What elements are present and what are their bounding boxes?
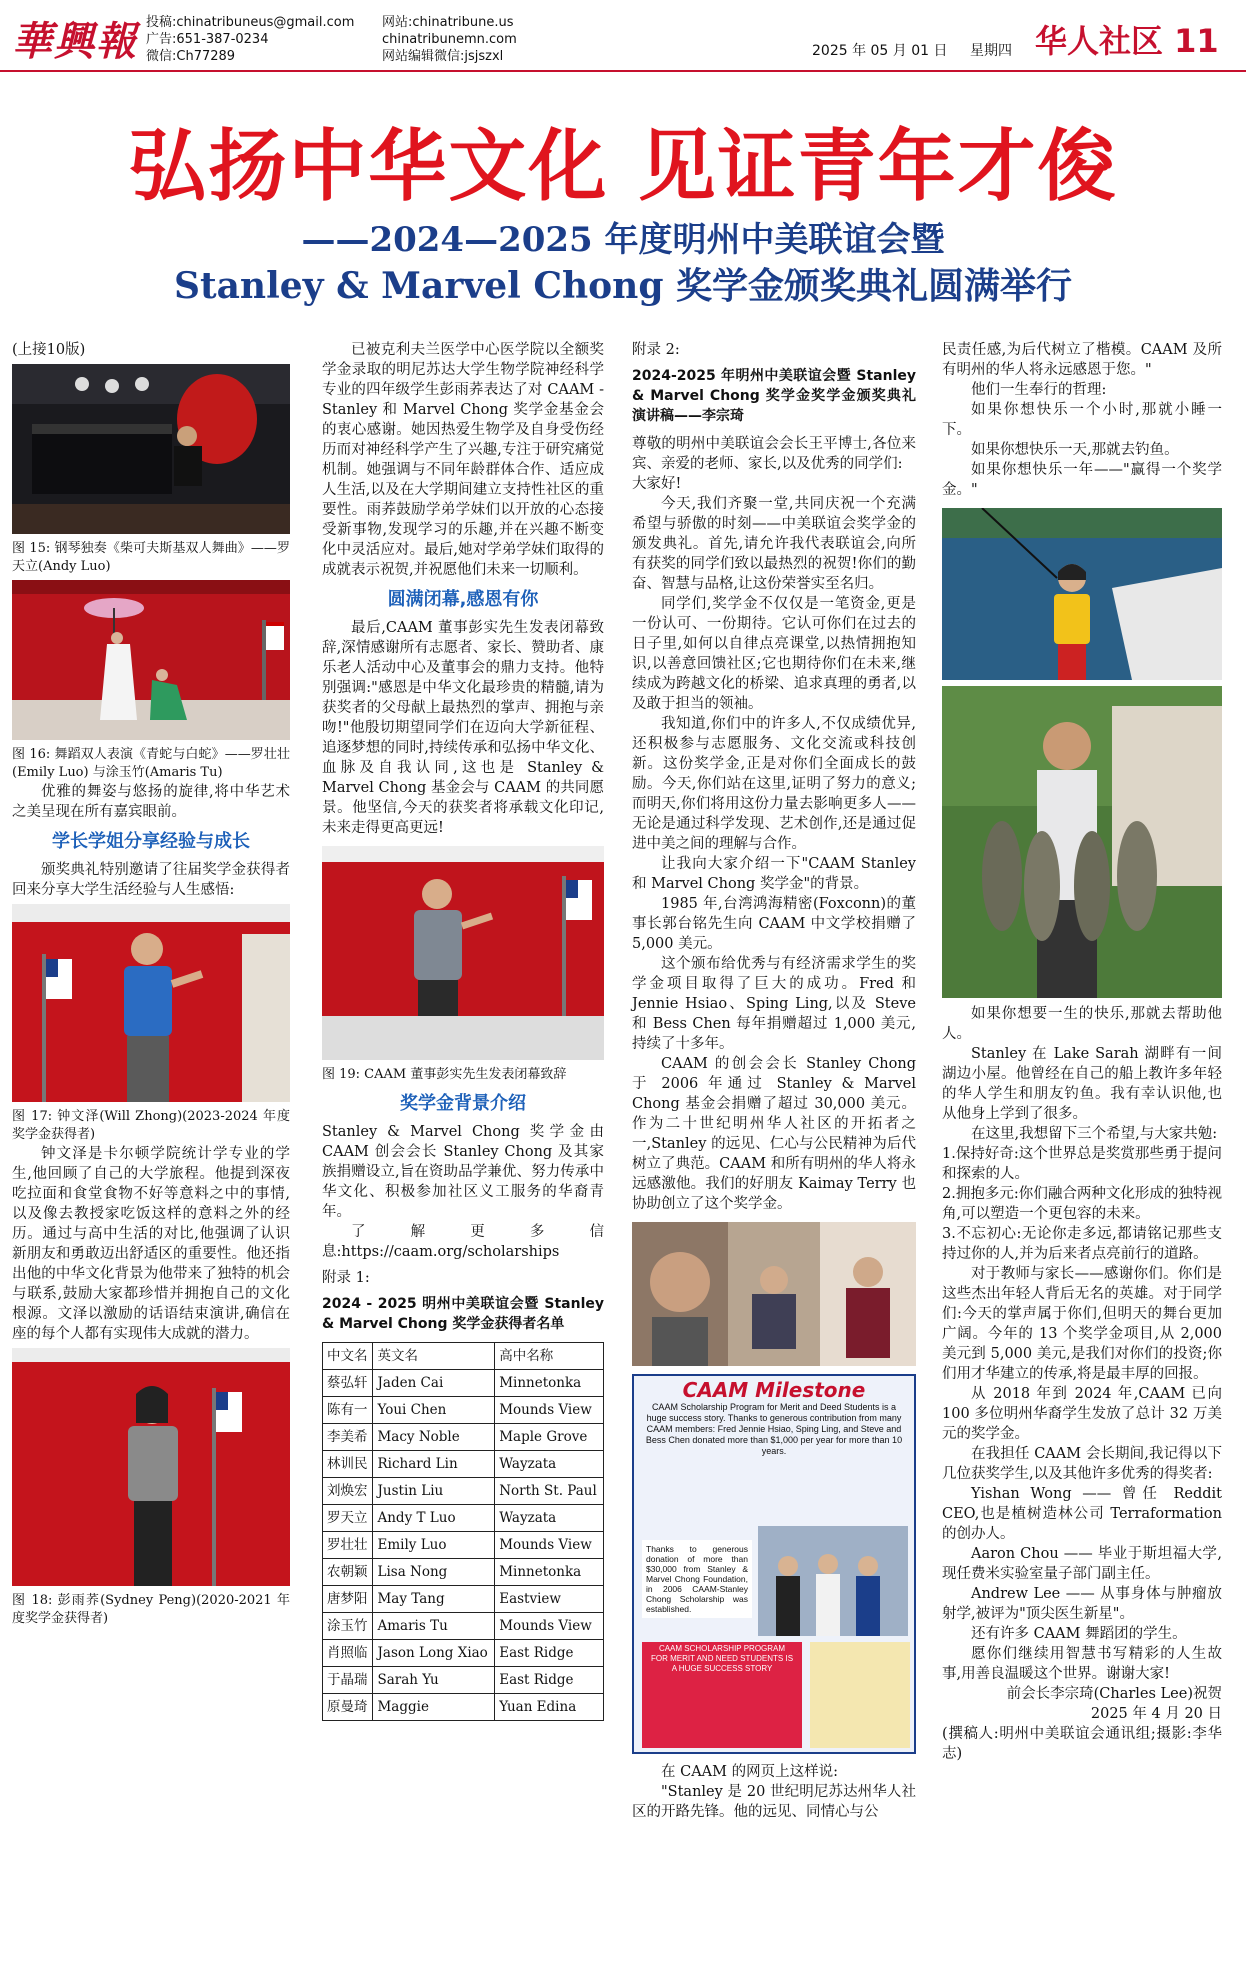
table-cell: Minnetonka xyxy=(495,1370,604,1397)
table-cell: Mounds View xyxy=(495,1532,604,1559)
section-title: 华人社区 11 xyxy=(1035,22,1219,60)
column-3 xyxy=(632,340,916,1822)
paragraph: Yishan Wong —— 曾任 Reddit CEO,也是植树造林公司 Terraformation 的创办人。 xyxy=(942,1486,1222,1542)
table-row xyxy=(323,1613,604,1640)
annex-1-title: 2024 - 2025 明州中美联谊会暨 Stanley & Marvel Chong 奖学金获得者名单 xyxy=(322,1296,604,1332)
paragraph: 还有许多 CAAM 舞蹈团的学生。 xyxy=(971,1626,1187,1642)
paragraph: 从 2018 年到 2024 年,CAAM 已向 100 多位明州华裔学生发放了总计 32 万美元的奖学金。 xyxy=(942,1386,1222,1442)
paragraph: CAAM 的创会会长 Stanley Chong 于 2006 年通过 Stanley & Marvel Chong 基金会捐赠了超过 30,000 美元。作为二十世纪明州华人社区的开拓者之一,Stanley 的远见、仁心与公民精神为后代树立了典范。CAAM 和所有明州的华人将永远感激他。我们的好朋友 Kaimay Terry 也协助创立了这个奖学金。 xyxy=(632,1056,916,1212)
more-info-link[interactable]: 了解更多信息:https://caam.org/scholarships xyxy=(322,1224,604,1260)
table-row xyxy=(323,1640,604,1667)
paragraph: 在 CAAM 的网页上这样说: xyxy=(661,1764,838,1780)
caption-fig15: 图 15: 钢琴独奏《柴可夫斯基双人舞曲》——罗天立(Andy Luo) xyxy=(12,541,290,574)
photo-peng-shi-speech xyxy=(322,846,604,1060)
caption-fig16: 图 16: 舞蹈双人表演《青蛇与白蛇》——罗壮壮(Emily Luo) 与涂玉竹(Amaris Tu) xyxy=(12,747,290,780)
photo-girl-fishing xyxy=(942,508,1222,680)
table-cell: Mounds View xyxy=(495,1613,604,1640)
table-cell: Jaden Cai xyxy=(373,1370,495,1397)
paragraph: Aaron Chou —— 毕业于斯坦福大学,现任费米实验室量子部门副主任。 xyxy=(942,1546,1222,1582)
table-cell: 唐梦阳 xyxy=(323,1586,373,1613)
table-cell: 于晶瑞 xyxy=(323,1667,373,1694)
section-heading-closing: 圆满闭幕,感恩有你 xyxy=(387,589,539,610)
table-cell: 陈有一 xyxy=(323,1397,373,1424)
column-4 xyxy=(942,340,1222,1764)
table-cell: Justin Liu xyxy=(373,1478,495,1505)
table-row xyxy=(323,1478,604,1505)
table-cell: Minnetonka xyxy=(495,1559,604,1586)
paragraph: 让我向大家介绍一下"CAAM Stanley 和 Marvel Chong 奖学金"的背景。 xyxy=(632,856,916,892)
milestone-text: CAAM Scholarship Program for Merit and Deed Students is a huge success story. Thanks to generous contribution from many CAAM members: Fred Jennie Hsiao, Sping Ling, and Steve and Bess Chen donated more than $1,000 per year for more than 10 years. xyxy=(645,1402,903,1456)
weekday: 星期四 xyxy=(970,43,1012,59)
subhead-1: ——2024—2025 年度明州中美联谊会暨 xyxy=(301,220,945,260)
table-cell: 林训民 xyxy=(323,1451,373,1478)
continued-note: (上接10版) xyxy=(12,342,86,358)
table-cell: 农朝颖 xyxy=(323,1559,373,1586)
paragraph: 大家好! xyxy=(632,476,682,492)
header-cell: 高中名称 xyxy=(495,1343,604,1370)
table-cell: Mounds View xyxy=(495,1397,604,1424)
photo-sydney-peng xyxy=(12,1348,290,1586)
table-cell: 涂玉竹 xyxy=(323,1613,373,1640)
paragraph: Stanley 在 Lake Sarah 湖畔有一间湖边小屋。他曾经在自己的船上教许多年轻的华人学生和朋友钓鱼。我有幸认识他,也从他身上学到了很多。 xyxy=(942,1046,1222,1122)
table-row xyxy=(323,1667,604,1694)
subhead-2: Stanley & Marvel Chong 奖学金颁奖典礼圆满举行 xyxy=(173,265,1073,307)
header-cell: 中文名 xyxy=(323,1343,373,1370)
paragraph: 优雅的舞姿与悠扬的旋律,将中华艺术之美呈现在所有嘉宾眼前。 xyxy=(12,784,290,820)
photo-will-zhong xyxy=(12,904,290,1102)
website-2: chinatribunemn.com xyxy=(382,32,517,47)
paragraph: 我知道,你们中的许多人,不仅成绩优异,还积极参与志愿服务、文化交流或科技创新。这份奖学金,正是对你们全面成长的鼓励。今天,你们站在这里,证明了努力的意义;而明天,你们将用这份力量去影响更多人——无论是通过科学发现、艺术创作,还是通过促进中美之间的理解与合作。 xyxy=(632,716,916,852)
table-cell: Eastview xyxy=(495,1586,604,1613)
paragraph: 这个颁布给优秀与有经济需求学生的奖学金项目取得了巨大的成功。Fred 和 Jennie Hsiao、Sping Ling,以及 Steve 和 Bess Chen 每年捐赠超过 1,000 美元,持续了十多年。 xyxy=(632,956,916,1052)
website-1: 网站:chinatribune.us xyxy=(382,15,514,30)
table-cell: Wayzata xyxy=(495,1505,604,1532)
paragraph: 他们一生奉行的哲理: xyxy=(971,382,1107,398)
paragraph: 1985 年,台湾鸿海精密(Foxconn)的董事长郭台铭先生向 CAAM 中文学校捐赠了 5,000 美元。 xyxy=(632,896,916,952)
hope-2: 2.拥抱多元:你们融合两种文化形成的独特视角,可以塑造一个更包容的未来。 xyxy=(942,1186,1222,1222)
paragraph: 如果你想要一生的快乐,那就去帮助他人。 xyxy=(942,1006,1222,1042)
table-cell: East Ridge xyxy=(495,1640,604,1667)
table-cell: Emily Luo xyxy=(373,1532,495,1559)
table-cell: East Ridge xyxy=(495,1667,604,1694)
table-row xyxy=(323,1586,604,1613)
paragraph: 今天,我们齐聚一堂,共同庆祝一个充满希望与骄傲的时刻——中美联谊会奖学金的颁发典礼。首先,请允许我代表联谊会,向所有获奖的同学们致以最热烈的祝贺!你们的勤奋、智慧与品格,让这份荣誉实至名归。 xyxy=(632,496,916,592)
table-cell: Wayzata xyxy=(495,1451,604,1478)
contact-info xyxy=(146,14,354,65)
paragraph: Stanley & Marvel Chong 奖学金由 CAAM 创会会长 Stanley Chong 及其家族捐赠设立,旨在资助品学兼优、努力传承中华文化、积极参加社区义工服务的华裔青年。 xyxy=(322,1124,604,1220)
table-cell: Sarah Yu xyxy=(373,1667,495,1694)
table-cell: Andy T Luo xyxy=(373,1505,495,1532)
table-cell: Maple Grove xyxy=(495,1424,604,1451)
column-2 xyxy=(322,340,604,1721)
masthead xyxy=(0,0,1246,72)
paragraph: 在这里,我想留下三个希望,与大家共勉: xyxy=(971,1126,1218,1142)
photo-stanley-chong xyxy=(632,1222,916,1366)
table-header-row xyxy=(323,1343,604,1370)
email: 投稿:chinatribuneus@gmail.com xyxy=(146,15,355,30)
hope-1: 1.保持好奇:这个世界总是奖赏那些勇于提问和探索的人。 xyxy=(942,1146,1222,1182)
milestone-photo-3 xyxy=(810,1642,910,1748)
table-cell: 罗壮壮 xyxy=(323,1532,373,1559)
table-cell: Macy Noble xyxy=(373,1424,495,1451)
table-cell: Lisa Nong xyxy=(373,1559,495,1586)
winners-table xyxy=(322,1342,604,1721)
table-cell: Maggie xyxy=(373,1694,495,1721)
table-row xyxy=(323,1532,604,1559)
annex-2-label: 附录 2: xyxy=(632,342,680,358)
milestone-title: CAAM Milestone xyxy=(682,1378,866,1402)
paragraph: 愿你们继续用智慧书写精彩的人生故事,用善良温暖这个世界。谢谢大家! xyxy=(942,1646,1222,1682)
wechat: 微信:Ch77289 xyxy=(146,49,236,64)
photo-piano-solo xyxy=(12,364,290,534)
paragraph: 对于教师与家长——感谢你们。你们是这些杰出年轻人背后无名的英雄。对于同学们:今天的掌声属于你们,但明天的舞台更加广阔。今年的 13 个奖学金项目,从 2,000 美元到 5,000 美元,是我们对你们的投资;你们用才华建立的传承,将是最丰厚的回报。 xyxy=(942,1266,1222,1382)
paragraph: 民责任感,为后代树立了楷模。CAAM 及所有明州的华人将永远感恩于您。" xyxy=(942,342,1222,378)
table-cell: Youi Chen xyxy=(373,1397,495,1424)
paragraph: 如果你想快乐一年——"赢得一个奖学金。" xyxy=(942,462,1222,498)
table-row xyxy=(323,1694,604,1721)
headline: 弘扬中华文化 见证青年才俊 xyxy=(128,122,1118,212)
issue-date: 2025 年 05 月 01 日 xyxy=(812,43,948,59)
table-cell: Yuan Edina xyxy=(495,1694,604,1721)
credits: (撰稿人:明州中美联谊会通讯组;摄影:李华志) xyxy=(942,1726,1222,1762)
table-cell: 原曼琦 xyxy=(323,1694,373,1721)
table-cell: Jason Long Xiao xyxy=(373,1640,495,1667)
paragraph: 最后,CAAM 董事彭实先生发表闭幕致辞,深情感谢所有志愿者、家长、赞助者、康乐老人活动中心及董事会的鼎力支持。他特别强调:"感恩是中华文化最珍贵的精髓,请为获奖者的父母献上最热烈的掌声、拥抱与亲吻!"他殷切期望同学们在迈向大学新征程、追逐梦想的同时,持续传承和弘扬中华文化、血脉及自我认同,这也是 Stanley & Marvel Chong 基金会与 CAAM 的共同愿景。他坚信,今天的获奖者将承载文化印记,未来走得更高更远! xyxy=(322,620,604,836)
caption-fig18: 图 18: 彭雨荞(Sydney Peng)(2020-2021 年度奖学金获得者) xyxy=(12,1593,290,1626)
signature: 前会长李宗琦(Charles Lee)祝贺 xyxy=(1006,1686,1222,1702)
table-row xyxy=(323,1424,604,1451)
table-cell: North St. Paul xyxy=(495,1478,604,1505)
ad-phone: 广告:651-387-0234 xyxy=(146,32,269,47)
section-heading-alumni: 学长学姐分享经验与成长 xyxy=(52,831,250,852)
table-row xyxy=(323,1370,604,1397)
paragraph: 在我担任 CAAM 会长期间,我记得以下几位获奖学生,以及其他许多优秀的得奖者: xyxy=(942,1446,1222,1482)
caam-milestone-poster xyxy=(632,1374,916,1754)
table-cell: 刘焕宏 xyxy=(323,1478,373,1505)
table-row xyxy=(323,1451,604,1478)
photo-dance-duo xyxy=(12,580,290,740)
paragraph: 如果你想快乐一天,那就去钓鱼。 xyxy=(971,442,1179,458)
web-wechat: 网站编辑微信:jsjszxl xyxy=(382,49,504,64)
paragraph: "Stanley 是 20 世纪明尼苏达州华人社区的开路先锋。他的远见、同情心与公 xyxy=(632,1784,916,1820)
table-cell: May Tang xyxy=(373,1586,495,1613)
signature-date: 2025 年 4 月 20 日 xyxy=(1090,1706,1222,1722)
milestone-box: Thanks to generous donation of more than $30,000 from Stanley & Marvel Chong Foundation, in 2006 CAAM-Stanley Chong Scholarship was established. xyxy=(642,1540,752,1618)
paragraph: 如果你想快乐一个小时,那就小睡一下。 xyxy=(942,402,1222,438)
table-cell: Amaris Tu xyxy=(373,1613,495,1640)
annex-1-label: 附录 1: xyxy=(322,1270,370,1286)
paragraph: 钟文泽是卡尔顿学院统计学专业的学生,他回顾了自己的大学旅程。他提到深夜吃拉面和食堂食物不好等意料之中的事情,以及像去教授家吃饭这样的意料之外的经历。通过与高中生活的对比,他强调了认识新朋友和勇敢迈出舒适区的重要性。他还指出他的中华文化背景为他带来了独特的机会与联系,鼓励大家都珍惜并拥抱自己的文化根源。文泽以激励的话语结束演讲,确信在座的每个人都有实现伟大成就的潜力。 xyxy=(12,1146,290,1342)
table-row xyxy=(323,1397,604,1424)
table-cell: 李美希 xyxy=(323,1424,373,1451)
photo-stanley-fish-catch xyxy=(942,686,1222,998)
paragraph: 同学们,奖学金不仅仅是一笔资金,更是一份认可、一份期待。它认可你们在过去的日子里,如何以自律点亮课堂,以热情拥抱知识,以善意回馈社区;它也期待你们在未来,继续成为跨越文化的桥梁、追求真理的勇者,以及敢于担当的领袖。 xyxy=(632,596,916,712)
column-1 xyxy=(12,340,290,1628)
table-cell: Richard Lin xyxy=(373,1451,495,1478)
table-cell: 罗天立 xyxy=(323,1505,373,1532)
caption-fig17: 图 17: 钟文泽(Will Zhong)(2023-2024 年度奖学金获得者) xyxy=(12,1109,290,1142)
hope-3: 3.不忘初心:无论你走多远,都请铭记那些支持过你的人,并为后来者点亮前行的道路。 xyxy=(942,1226,1222,1262)
table-row xyxy=(323,1559,604,1586)
newspaper-logo: 華興報 xyxy=(12,18,138,65)
table-cell: 蔡弘轩 xyxy=(323,1370,373,1397)
annex-2-title: 2024-2025 年明州中美联谊会暨 Stanley & Marvel Chong 奖学金奖学金颁奖典礼演讲稿——李宗琦 xyxy=(632,368,916,424)
milestone-group-photo xyxy=(758,1526,908,1636)
paragraph: 颁奖典礼特别邀请了往届奖学金获得者回来分享大学生活经验与人生感悟: xyxy=(12,862,290,898)
table-row xyxy=(323,1505,604,1532)
paragraph: 已被克利夫兰医学中心医学院以全额奖学金录取的明尼苏达大学生物学院神经科学专业的四年级学生彭雨荞表达了对 CAAM - Stanley 和 Marvel Chong 奖学金基金会的衷心感谢。她因热爱生物学及自身受伤经历而对神经科学产生了兴趣,专注于研究痛觉机制。她强调与不同年龄群体合作、适应成人生活,以及在大学期间建立支持性社区的重要性。雨荞鼓励学弟学妹们以开放的心态接受新事物,发现学习的乐趣,并在兴趣不断变化中灵活应对。最后,她对学弟学妹们取得的成就表示祝贺,并祝愿他们未来一切顺利。 xyxy=(322,342,604,578)
caption-fig19: 图 19: CAAM 董事彭实先生发表闭幕致辞 xyxy=(322,1067,567,1082)
website-info xyxy=(382,14,517,65)
paragraph: 尊敬的明州中美联谊会会长王平博士,各位来宾、亲爱的老师、家长,以及优秀的同学们: xyxy=(632,436,916,472)
table-cell: 肖照临 xyxy=(323,1640,373,1667)
milestone-sub: CAAM SCHOLARSHIP PROGRAM FOR MERIT AND NEED STUDENTS IS A HUGE SUCCESS STORY xyxy=(650,1644,794,1673)
header-cell: 英文名 xyxy=(373,1343,495,1370)
milestone-photo-2 xyxy=(642,1642,802,1748)
paragraph: Andrew Lee —— 从事身体与肿瘤放射学,被评为"顶尖医生新星"。 xyxy=(942,1586,1222,1622)
section-heading-background: 奖学金背景介绍 xyxy=(400,1093,526,1114)
